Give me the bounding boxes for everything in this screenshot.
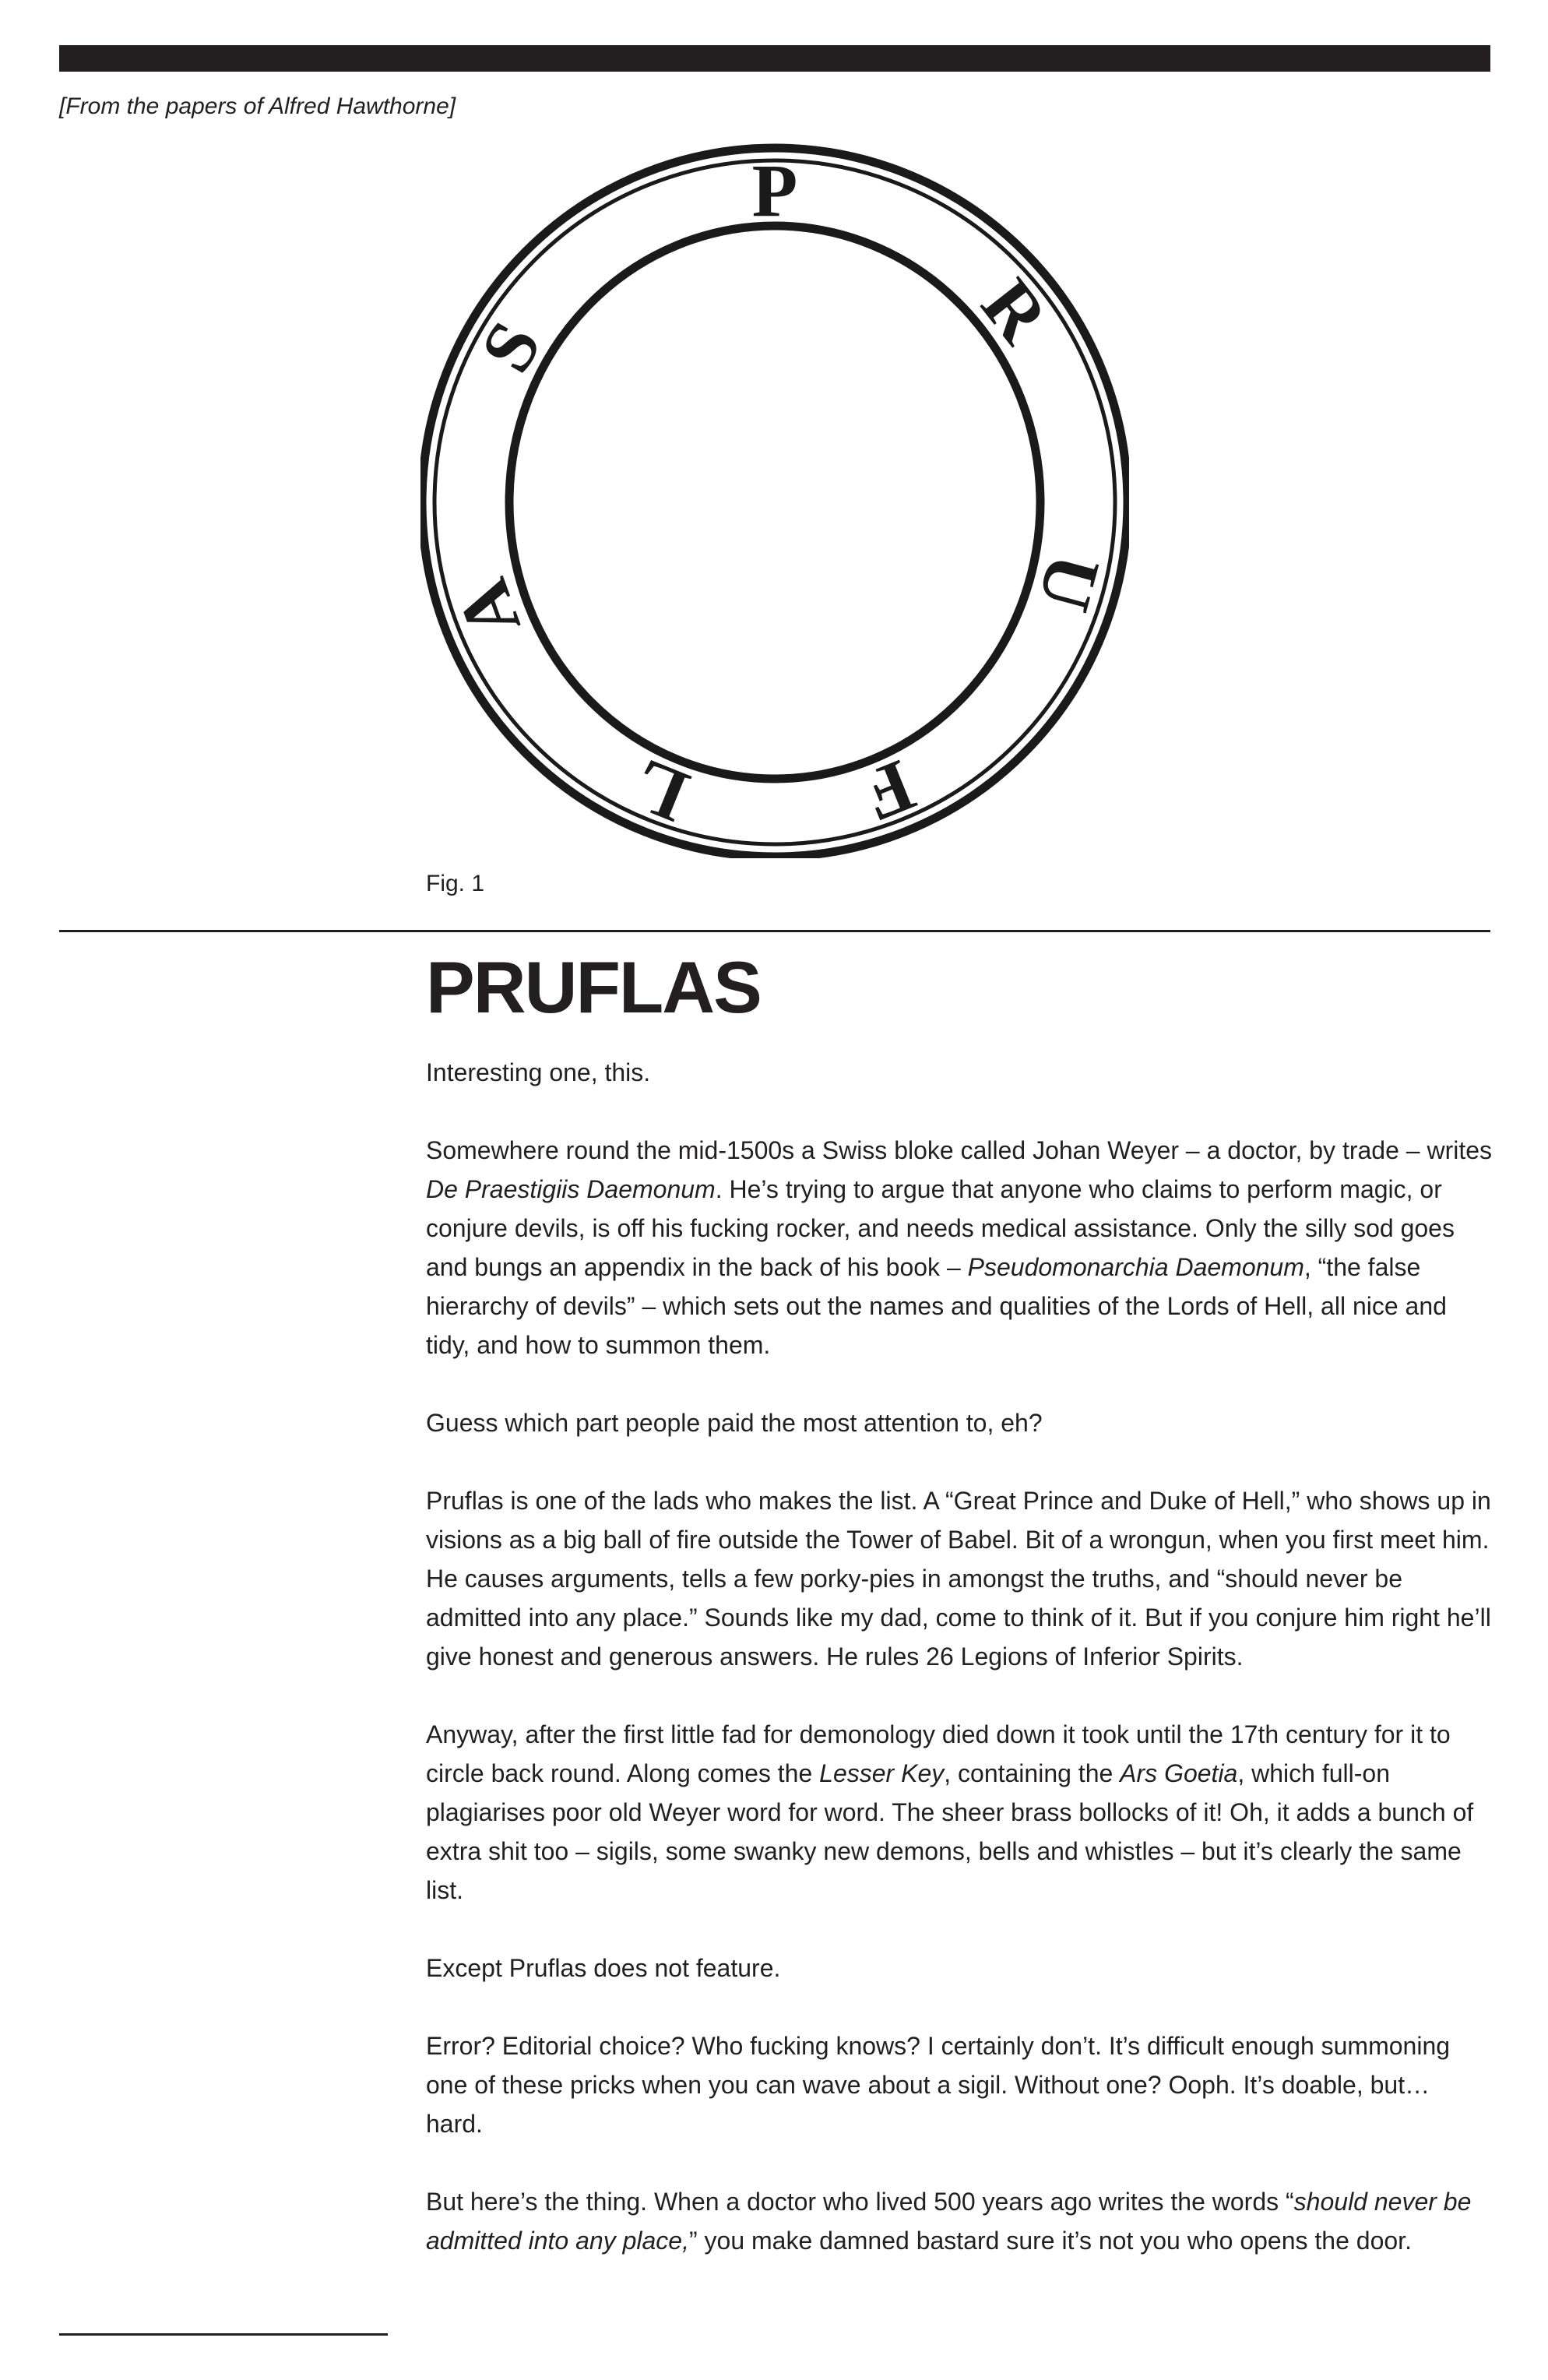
- text-run: , which full-on plagiarises poor old Weyer word for word. The sheer brass bollocks of it! Oh, it adds a bunch of extra shit too – sigils, some swanky new demons, bells and whistles – but it’s clearly the same list.: [426, 1759, 1474, 1905]
- sigil-outer-ring: [422, 148, 1128, 857]
- italic-title: Ars Goetia: [1120, 1759, 1238, 1788]
- sigil-letter: F: [852, 744, 927, 839]
- text-run: . He’s trying to argue that anyone who claims to perform magic, or conjure devils, is off his fucking rocker, and needs medical assistance. Only the silly sod goes and bungs an appendix in the back of his book –: [426, 1175, 1455, 1282]
- footnote-divider: [59, 2333, 388, 2336]
- sigil-letter: L: [621, 743, 699, 840]
- entry-body: [426, 1053, 1493, 2260]
- italic-title: Pseudomonarchia Daemonum: [967, 1253, 1304, 1282]
- section-divider: [59, 930, 1490, 932]
- sigil-letter: S: [463, 308, 558, 386]
- body-paragraph: [426, 1949, 1493, 1987]
- sigil-outer-ring-inner-line: [434, 160, 1115, 844]
- text-run: , “the false hierarchy of devils” – which sets out the names and qualities of the Lords of Hell, all nice and tidy, and how to summon them.: [426, 1253, 1447, 1360]
- figure-caption: Fig. 1: [426, 871, 485, 896]
- body-paragraph: [426, 2026, 1493, 2143]
- sigil-letter: P: [751, 149, 798, 233]
- body-paragraph: [426, 2182, 1493, 2260]
- text-run: ” you make damned bastard sure it’s not you who opens the door.: [688, 2227, 1412, 2255]
- text-run: Interesting one, this.: [426, 1058, 651, 1087]
- body-paragraph: [426, 1053, 1493, 1092]
- entry-article: [426, 945, 1493, 2260]
- source-note: [From the papers of Alfred Hawthorne]: [59, 93, 456, 119]
- text-run: Anyway, after the first little fad for demonology died down it took until the 17th century for it to circle back round. Along comes the: [426, 1720, 1451, 1788]
- entry-title: PRUFLAS: [426, 946, 761, 1028]
- pruflas-sigil: [420, 134, 1129, 858]
- text-run: Guess which part people paid the most attention to, eh?: [426, 1409, 1043, 1438]
- body-paragraph: [426, 1131, 1493, 1364]
- header-bar: [59, 45, 1490, 72]
- sigil-letter: U: [1022, 546, 1117, 620]
- body-paragraph: [426, 1481, 1493, 1676]
- text-run: But here’s the thing. When a doctor who lived 500 years ago writes the words “: [426, 2188, 1294, 2216]
- text-run: , containing the: [944, 1759, 1121, 1788]
- italic-title: should never be admitted into any place,: [426, 2188, 1472, 2255]
- text-run: Pruflas is one of the lads who makes the list. A “Great Prince and Duke of Hell,” who shows up in visions as a big ball of fire outside the Tower of Babel. Bit of a wrongun, when you first meet him. He causes arguments, tells a few porky-pies in amongst the truths, and “should never be admitted into any place.” Sounds like my dad, come to think of it. But if you conjure him right he’ll give honest and generous answers. He rules 26 Legions of Inferior Spirits.: [426, 1487, 1491, 1671]
- italic-title: Lesser Key: [819, 1759, 945, 1788]
- body-paragraph: [426, 1715, 1493, 1910]
- text-run: Except Pruflas does not feature.: [426, 1954, 781, 1983]
- italic-title: De Praestigiis Daemonum: [426, 1175, 716, 1204]
- sigil-letter: R: [966, 263, 1065, 357]
- text-run: Error? Editorial choice? Who fucking knows? I certainly don’t. It’s difficult enough summoning one of these pricks when you can wave about a sigil. Without one? Ooph. It’s doable, but… hard.: [426, 2032, 1451, 2139]
- sigil-letter: A: [439, 569, 537, 649]
- body-paragraph: [426, 1403, 1493, 1442]
- text-run: Somewhere round the mid-1500s a Swiss bloke called Johan Weyer – a doctor, by trade – writes: [426, 1136, 1493, 1165]
- sigil-inner-ring: [509, 226, 1040, 779]
